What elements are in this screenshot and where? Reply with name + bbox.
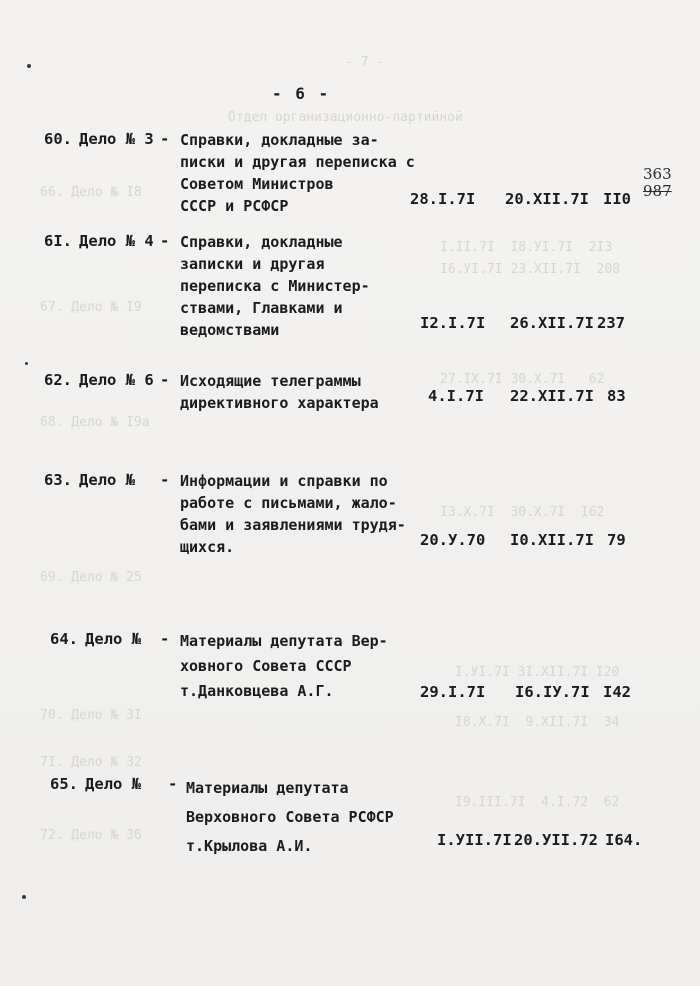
sheet-count: I64. [605, 831, 643, 849]
bleed-through: 69. Дело № 25 [40, 570, 142, 585]
end-date: 20.XII.7I [505, 190, 589, 208]
end-date: I0.XII.7I [510, 531, 594, 549]
bleed-through: 70. Дело № 3I [40, 708, 142, 723]
sheet-count: 79 [607, 531, 626, 549]
scan-speck [22, 895, 26, 899]
entry-number: 63. [44, 471, 72, 489]
sheet-count: 83 [607, 387, 626, 405]
handwritten-sheet-note [643, 166, 693, 200]
bleed-through: 67. Дело № I9 [40, 300, 142, 315]
end-date: I6.IУ.7I [515, 683, 590, 701]
entry-number: 65. [50, 775, 78, 793]
entry-dash: - [168, 775, 178, 793]
margin-note-line: 363 [643, 165, 672, 183]
entry-dash: - [160, 232, 170, 250]
entry-number: 64. [50, 630, 78, 648]
case-number: Дело № [85, 775, 141, 793]
start-date: 4.I.7I [428, 387, 484, 405]
scan-speck [25, 362, 28, 365]
entry-description: Исходящие телеграммы директивного характера [180, 372, 379, 412]
margin-note-line-struck: 987 [643, 182, 672, 200]
entry-dash: - [160, 471, 170, 489]
bleed-through: 27.IX.7I 30.X.7I 62 [440, 372, 605, 387]
entry-number: 6I. [44, 232, 72, 250]
end-date: 20.УII.72 [514, 831, 598, 849]
scan-speck [27, 64, 31, 68]
entry-description: Справки, докладные записки и другая переписка с Министер- ствами, Главками и ведомствами [180, 233, 370, 339]
case-number: Дело № 3 [79, 130, 154, 148]
bleed-through: 68. Дело № I9а [40, 415, 150, 430]
entry-description: Материалы депутата Вер- ховного Совета СССР т.Данковцева А.Г. [180, 632, 388, 700]
case-number: Дело № 6 [79, 371, 154, 389]
entry-description: Информации и справки по работе с письмами, жало- бами и заявлениями трудя- щихся. [180, 472, 406, 556]
bleed-through: - 7 - [345, 55, 385, 70]
page-number: - 6 - [272, 84, 331, 103]
entry-dash: - [160, 630, 170, 648]
start-date: 20.У.70 [420, 531, 486, 549]
bleed-through: I6.УI.7I 23.XII.7I 208 [440, 262, 621, 277]
bleed-through: 7I. Дело № 32 [40, 755, 142, 770]
start-date: 29.I.7I [420, 683, 486, 701]
end-date: 26.XII.7I [510, 314, 594, 332]
bleed-through: I.II.7I I8.УI.7I 2I3 [440, 240, 613, 255]
bleed-through: Отдел организационно-партийной [228, 110, 463, 125]
sheet-count: 237 [597, 314, 625, 332]
case-number: Дело № [85, 630, 141, 648]
entry-dash: - [160, 371, 170, 389]
entry-number: 60. [44, 130, 72, 148]
bleed-through: 66. Дело № I8 [40, 185, 142, 200]
start-date: 28.I.7I [410, 190, 476, 208]
case-number: Дело № 4 [79, 232, 154, 250]
bleed-through: I3.X.7I 30.X.7I I62 [440, 505, 605, 520]
bleed-through: I8.X.7I 9.XII.7I 34 [455, 715, 620, 730]
sheet-count: II0 [603, 190, 631, 208]
end-date: 22.XII.7I [510, 387, 594, 405]
bleed-through: I.УI.7I 3I.XII.7I I20 [455, 665, 620, 680]
bleed-through: 72. Дело № 36 [40, 828, 142, 843]
start-date: I.УII.7I [437, 831, 512, 849]
start-date: I2.I.7I [420, 314, 486, 332]
entry-description: Материалы депутата Верховного Совета РСФСР т.Крылова А.И. [186, 779, 394, 855]
case-number: Дело № [79, 471, 135, 489]
bleed-through: I9.III.7I 4.I.72 62 [455, 795, 620, 810]
entry-number: 62. [44, 371, 72, 389]
entry-dash: - [160, 130, 170, 148]
entry-description: Справки, докладные за- писки и другая переписка с Советом Министров СССР и РСФСР [180, 131, 415, 215]
sheet-count: I42 [603, 683, 631, 701]
